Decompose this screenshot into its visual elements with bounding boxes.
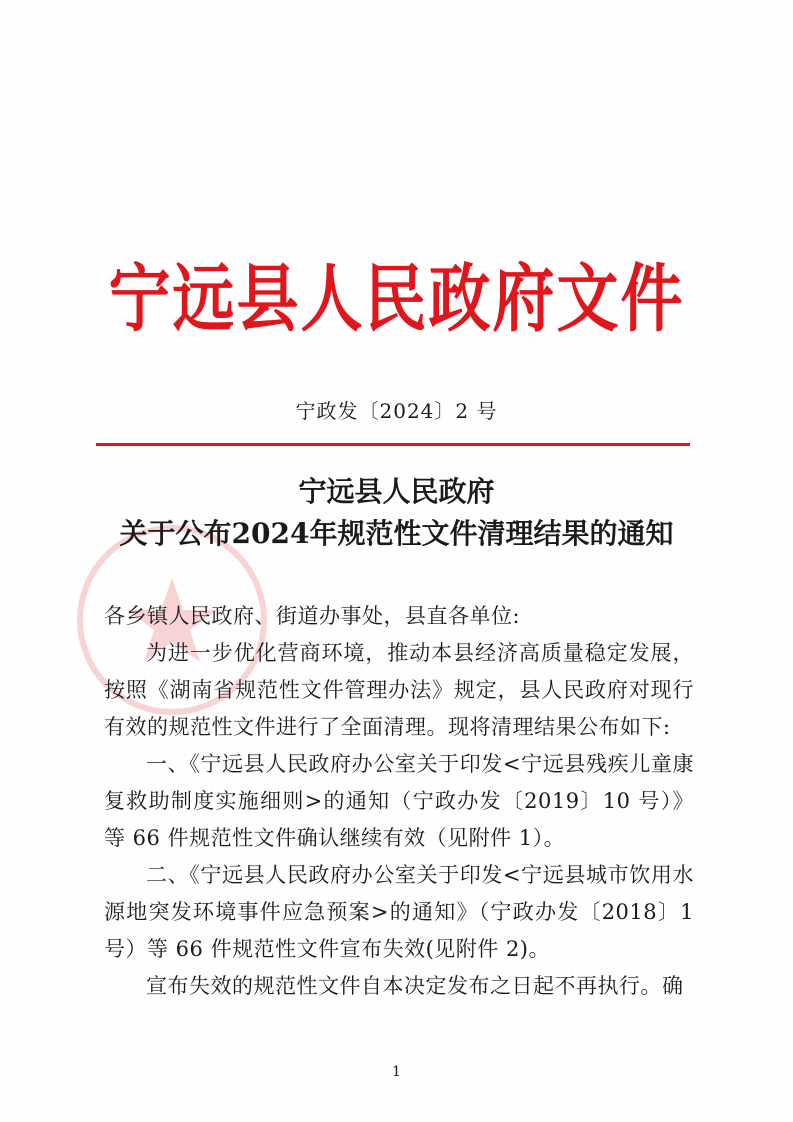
body-paragraph-item2: 二、《宁远县人民政府办公室关于印发<宁远县城市饮用水源地突发环境事件应急预案>的通知》（宁政办发〔2018〕1号）等 66 件规范性文件宣布失效(见附件 2)。 bbox=[104, 863, 694, 961]
body-paragraph-intro: 为进一步优化营商环境，推动本县经济高质量稳定发展，按照《湖南省规范性文件管理办法》规定，县人民政府对现行有效的规范性文件进行了全面清理。现将清理结果公布如下: bbox=[104, 641, 694, 739]
body-paragraph-item1: 一、《宁远县人民政府办公室关于印发<宁远县残疾儿童康复救助制度实施细则>的通知（宁政办发〔2019〕10 号）》等 66 件规范性文件确认继续有效（见附件 1）。 bbox=[104, 752, 694, 850]
body-paragraph-closing: 宣布失效的规范性文件自本决定发布之日起不再执行。确 bbox=[146, 974, 684, 998]
issuer-title: 宁远县人民政府文件 bbox=[108, 255, 685, 342]
page-number: 1 bbox=[392, 1064, 401, 1080]
red-divider-line bbox=[96, 443, 690, 446]
notice-title-line1: 宁远县人民政府 bbox=[298, 475, 495, 508]
notice-title-line2: 关于公布2024年规范性文件清理结果的通知 bbox=[119, 517, 674, 550]
addressee: 各乡镇人民政府、街道办事处，县直各单位: bbox=[104, 604, 521, 628]
document-number: 宁政发〔2024〕2 号 bbox=[295, 399, 498, 423]
notice-body bbox=[104, 598, 694, 1005]
